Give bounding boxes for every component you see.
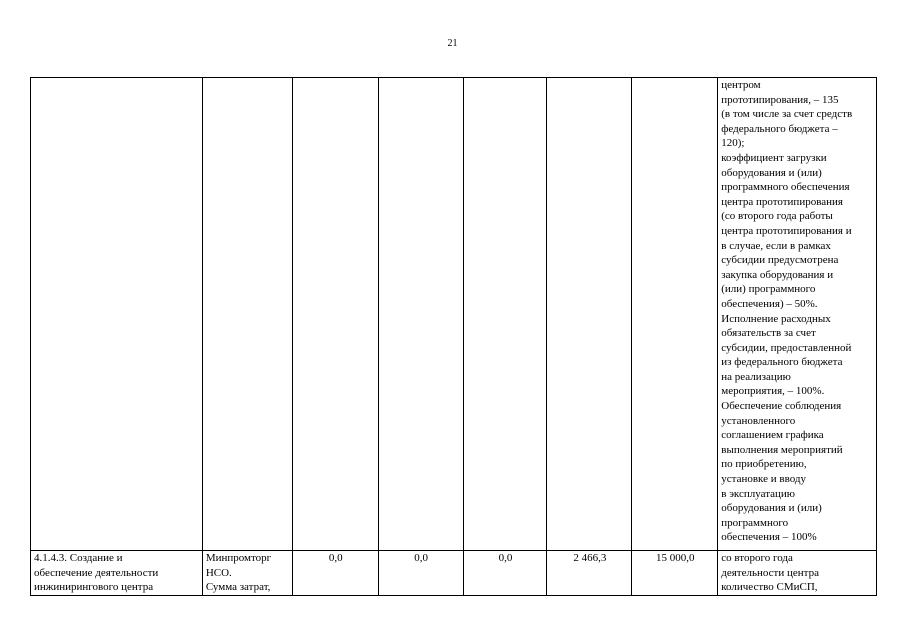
indicator-line: субсидии, предоставленной — [721, 341, 852, 354]
page-number: 21 — [447, 38, 458, 49]
indicator-line: (в том числе за счет средств — [721, 108, 853, 121]
cell-value-5: 15 000,0 — [632, 551, 718, 596]
indicator-line: соглашением графика — [721, 429, 824, 442]
table-row — [31, 551, 877, 596]
cell-value-5 — [632, 78, 718, 551]
cell-value-2 — [378, 78, 463, 551]
indicator-line: выполнения мероприятий — [721, 443, 843, 456]
indicator-line: установке и вводу — [721, 473, 806, 486]
activity-name-line: обеспечение деятельности — [34, 566, 159, 579]
activity-name-line: 4.1.4.3. Создание и — [34, 552, 123, 564]
indicator-line: оборудования и (или) — [721, 166, 822, 179]
cell-value-3 — [463, 78, 547, 551]
cell-activity-name — [31, 551, 203, 596]
cell-value-1 — [292, 78, 378, 551]
indicator-line: мероприятия, – 100%. — [721, 385, 825, 398]
indicator-line: программного — [721, 516, 789, 529]
indicator-line: центра прототипирования и — [721, 224, 852, 237]
cell-value-1: 0,0 — [292, 551, 378, 596]
program-table — [30, 77, 877, 596]
indicator-line: обязательств за счет — [721, 327, 816, 340]
indicator-line: программного обеспечения — [721, 181, 850, 194]
indicator-line: федерального бюджета – — [721, 122, 838, 135]
indicator-line: прототипирования, – 135 — [721, 93, 839, 106]
executor-line: Сумма затрат, — [205, 581, 271, 594]
executor-line: НСО. — [205, 566, 232, 579]
indicator-line: (или) программного — [721, 283, 816, 296]
indicator-line: Исполнение расходных — [721, 312, 831, 325]
indicator-line: субсидии предусмотрена — [721, 254, 839, 267]
indicator-line: из федерального бюджета — [721, 356, 843, 369]
indicator-line: центром — [721, 79, 761, 91]
indicator-line: обеспечения – 100% — [721, 531, 817, 544]
cell-executor — [202, 78, 292, 551]
indicator-line: 120); — [721, 137, 745, 150]
indicator-line: установленного — [721, 414, 796, 427]
indicator-line: обеспечения) – 50%. — [721, 297, 818, 310]
indicator-line: со второго года — [721, 552, 793, 564]
cell-indicators — [718, 551, 877, 596]
indicator-line: коэффициент загрузки — [721, 151, 827, 164]
indicator-line: по приобретению, — [721, 458, 807, 471]
indicator-line: в случае, если в рамках — [721, 239, 831, 252]
cell-value-2: 0,0 — [378, 551, 463, 596]
cell-value-4: 2 466,3 — [547, 551, 632, 596]
indicator-line: в эксплуатацию — [721, 487, 796, 500]
cell-value-4 — [547, 78, 632, 551]
indicator-line: количество СМиСП, — [721, 581, 818, 594]
indicator-line: Обеспечение соблюдения — [721, 400, 842, 413]
indicator-line: оборудования и (или) — [721, 502, 822, 515]
cell-value-3: 0,0 — [463, 551, 547, 596]
indicator-line: закупка оборудования и — [721, 268, 834, 281]
executor-line: Минпромторг — [205, 552, 272, 564]
indicator-line: центра прототипирования — [721, 195, 843, 208]
indicator-line: деятельности центра — [721, 566, 819, 579]
cell-indicators — [718, 78, 877, 551]
table-row — [31, 78, 877, 551]
indicator-line: (со второго года работы — [721, 210, 833, 223]
activity-name-line: инжинирингового центра — [34, 581, 154, 594]
cell-activity-name — [31, 78, 203, 551]
cell-executor — [202, 551, 292, 596]
indicator-line: на реализацию — [721, 370, 791, 383]
